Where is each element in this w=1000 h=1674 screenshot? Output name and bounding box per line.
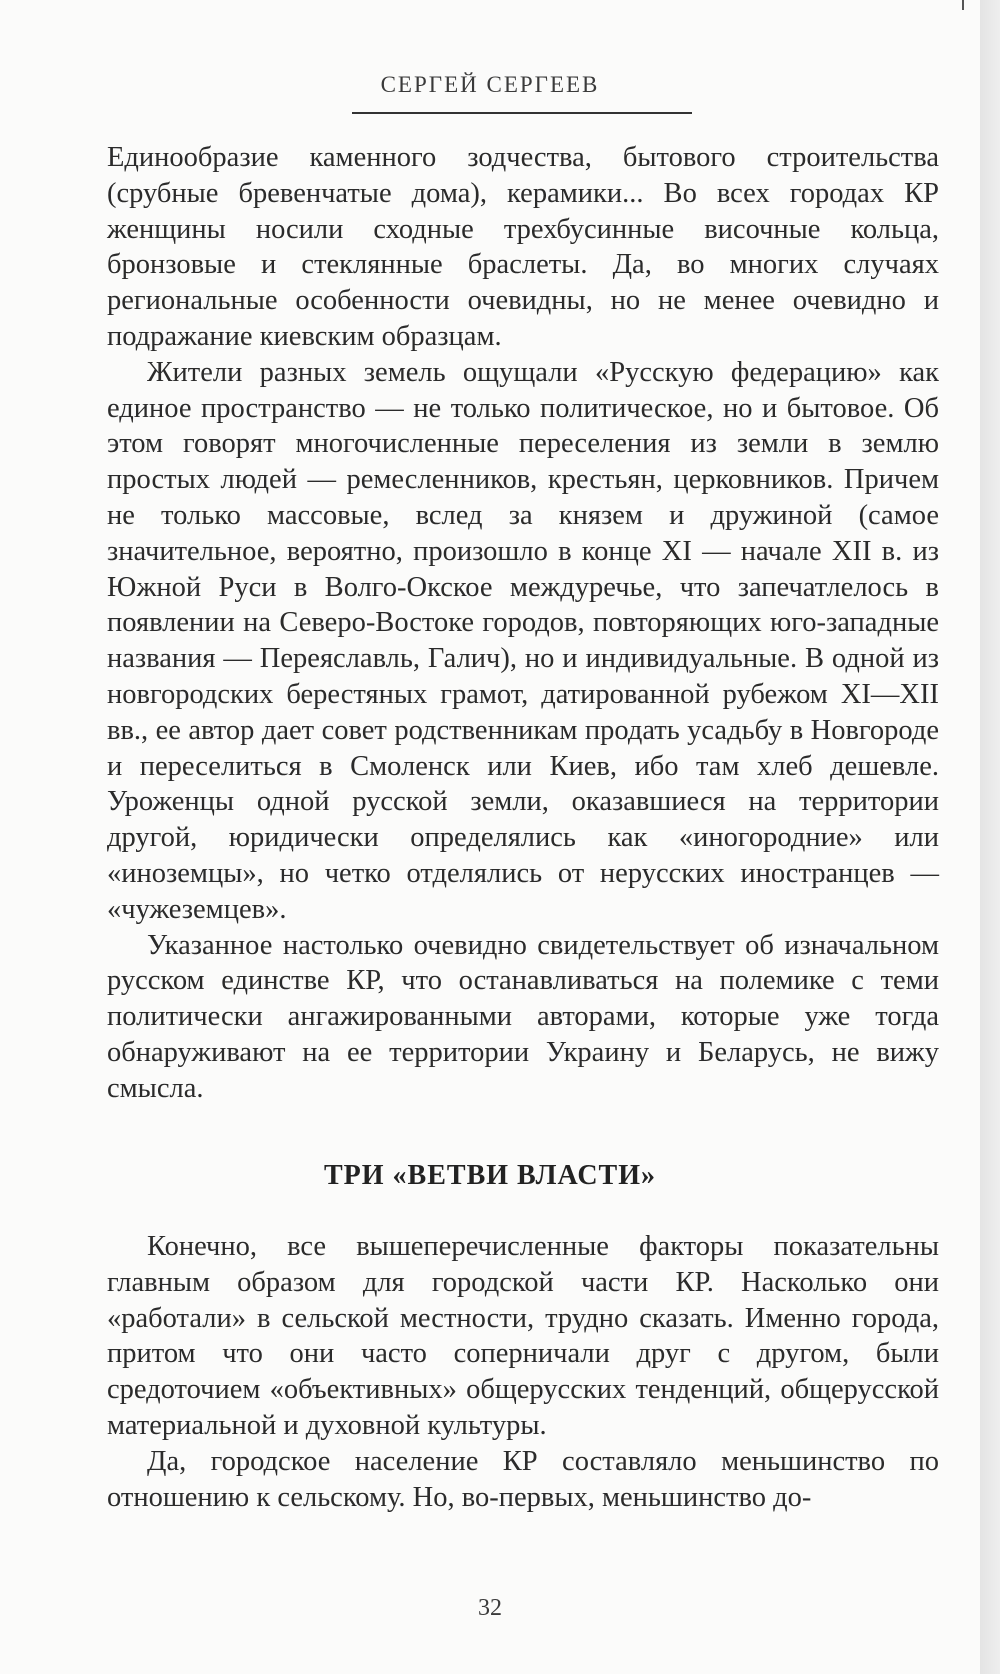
paragraph: Конечно, все вышеперечисленные факторы показательны главным образом для городской части КР. Насколько они «работали» в сельской местности, трудно сказать. Именно города, притом что они часто соперничали друг с другом, были средоточием «объективных» общерусских тенденций, общерусской материальной и духовной культуры. [107, 1231, 939, 1441]
body-text-bottom [107, 1229, 939, 1515]
header-rule [352, 112, 692, 114]
running-header: СЕРГЕЙ СЕРГЕЕВ [380, 72, 600, 97]
paragraph: Единообразие каменного зодчества, бытового строительства (срубные бревенчатые дома), керамики... Во всех городах КР женщины носили сходные трехбусинные височные кольца, бронзовые и стеклянные браслеты. Да, во многих случаях региональные особенности очевидны, но не менее очевидно и подражание киевским образцам. [107, 142, 939, 352]
paragraph: Да, городское население КР составляло меньшинство по отношению к сельскому. Но, во-первых, меньшинство до- [107, 1445, 939, 1513]
paragraph: Жители разных земель ощущали «Русскую федерацию» как единое пространство — не только политическое, но и бытовое. Об этом говорят многочисленные переселения из земли в землю простых людей — ремесленников, крестьян, церковников. Причем не только массовые, вслед за князем и дружиной (самое значительное, вероятно, произошло в конце XI — начале XII в. из Южной Руси в Волго-Окское междуречье, что запечатлелось в появлении на Северо-Востоке городов, повторяющих юго-западные названия — Переяславль, Галич), но и индивидуальные. В одной из новгородских берестяных грамот, датированной рубежом XI—XII вв., ее автор дает совет родственникам продать усадьбу в Новгороде и переселиться в Смоленск или Киев, ибо там хлеб дешевле. Уроженцы одной русской земли, оказавшиеся на территории другой, юридически определялись как «иногородние» или «иноземцы», но четко отделялись от нерусских иностранцев — «чужеземцев». [107, 356, 939, 925]
paragraph: Указанное настолько очевидно свидетельствует об изначальном русском единстве КР, что останавливаться на полемике с теми политически ангажированными авторами, которые уже тогда обнаруживают на ее территории Украину и Беларусь, не вижу смысла. [107, 929, 939, 1104]
body-text-top [107, 140, 939, 1107]
section-heading: ТРИ «ВЕТВИ ВЛАСТИ» [323, 1160, 656, 1191]
page-edge-shadow [980, 0, 1000, 1674]
corner-mark [962, 0, 964, 10]
page-number: 32 [478, 1595, 502, 1621]
